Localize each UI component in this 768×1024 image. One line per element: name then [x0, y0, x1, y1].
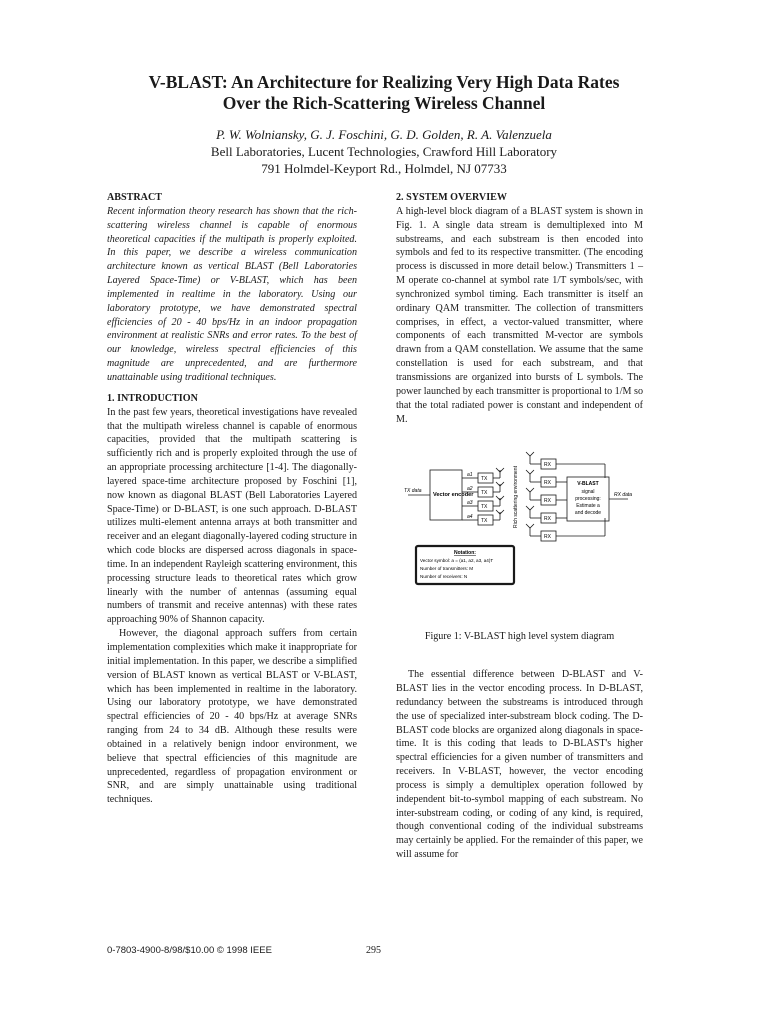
right-column	[396, 191, 643, 862]
tx-label: TX	[481, 504, 488, 511]
symbol-a2: a2	[467, 486, 473, 493]
scattering-label: Rich scattering environment	[513, 466, 519, 529]
processor-line: Estimate a	[576, 503, 600, 510]
address: 791 Holmdel-Keyport Rd., Holmdel, NJ 07733	[261, 161, 507, 176]
rx-label: RX	[544, 462, 551, 469]
notation-title: Notation:	[454, 550, 476, 557]
abstract-heading: ABSTRACT	[107, 192, 162, 203]
rx-label: RX	[544, 534, 551, 541]
introduction-heading: 1. INTRODUCTION	[107, 392, 198, 404]
affiliation: Bell Laboratories, Lucent Technologies, Crawford Hill Laboratory	[210, 144, 558, 159]
rx-data-label: RX data	[614, 492, 633, 499]
page-number: 295	[366, 945, 381, 956]
rx-label: RX	[544, 516, 551, 523]
processor-line: and decode	[574, 510, 602, 517]
rx-label: RX	[544, 498, 551, 505]
symbol-a1: a1	[467, 472, 473, 479]
title-line-1: V-BLAST: An Architecture for Realizing Very High Data Rates	[148, 72, 620, 92]
processor-title: V-BLAST	[577, 481, 599, 488]
author-block	[60, 126, 708, 177]
notation-line: Number of receivers: N	[420, 574, 468, 580]
symbol-a4: a4	[467, 514, 473, 521]
system-overview-paragraph-1: A high-level block diagram of a BLAST system is shown in Fig. 1. A single data stream is demultiplexed into M substreams, and each substream is then encoded into symbols and fed to its respective transmitter. (The encoding process is discussed in more detail below.) Transmitters 1 – M operate co-channel at symbol rate 1/T symbols/sec, with synchronized symbol timing. Each transmitter is itself an ordinary QAM transmitter. The collection of transmitters comprises, in effect, a vector-valued transmitter, where components of each transmitted M-vector are symbols drawn from a QAM constellation. We assume that the same constellation is used for each substream, and that transmissions are organized into bursts of L symbols. The power launched by each transmitter is proportional to 1/M so that the total radiated power is constant and independent of M.	[396, 205, 643, 425]
copyright-footer: 0-7803-4900-8/98/$10.00 © 1998 IEEE	[107, 945, 272, 956]
introduction-paragraph-2: However, the diagonal approach suffers from certain implementation complexities which make it inappropriate for initial implementation. In this paper, we describe a simplified version of BLAST known as vertical BLAST or V-BLAST, which has been implemented in realtime in the laboratory. Using our laboratory prototype, we have demonstrated spectral efficiencies of 20 - 40 bps/Hz at average SNRs ranging from 24 to 34 dB. Although these results were obtained in a relatively benign indoor environment, we believe that spectral efficiencies of this magnitude are unprecedented, regardless of propagation environment or SNR, and are simply unattainable using traditional techniques.	[107, 628, 357, 806]
symbol-a3: a3	[467, 500, 473, 507]
system-overview-heading: 2. SYSTEM OVERVIEW	[396, 192, 507, 203]
figure-caption: Figure 1: V-BLAST high level system diagram	[424, 631, 615, 643]
title-line-2: Over the Rich-Scattering Wireless Channel	[222, 93, 546, 113]
notation-line: Vector symbol: a = (a1, a2, a3, a4)T	[420, 558, 494, 564]
rx-label: RX	[544, 480, 551, 487]
encoder-label: Vector encoder	[433, 492, 474, 499]
left-column	[107, 191, 357, 807]
system-overview-paragraph-2: The essential difference between D-BLAST and V-BLAST lies in the vector encoding process. In D-BLAST, redundancy between the substreams is introduced through the use of specialized inter-substream block coding. The D-BLAST code blocks are organized along diagonals in space-time. It is this coding that leads to D-BLAST's higher spectral efficiencies for a given number of transmitters and receivers. In V-BLAST, however, the vector encoding process is simply a demultiplex operation followed by independent bit-to-symbol mapping of each substream. No inter-substream coding, or coding of any kind, is required, though conventional coding of the individual substreams may certainly be applied. For the remainder of this paper, we will assume for	[396, 669, 643, 861]
author-names: P. W. Wolniansky, G. J. Foschini, G. D. Golden, R. A. Valenzuela	[216, 127, 552, 142]
system-block-diagram	[400, 448, 640, 600]
paper-title	[60, 72, 708, 114]
tx-label: TX	[481, 490, 488, 497]
abstract-text: Recent information theory research has shown that the rich-scattering wireless channel is capable of enormous theoretical capacities if the multipath is properly exploited. In this paper, we describe a wireless communication architecture known as vertical BLAST (Bell Laboratories Layered Space-Time) or V-BLAST, which has been implemented in realtime in the laboratory. Using our laboratory prototype, we have demonstrated spectral efficiencies of 20 - 40 bps/Hz in an indoor propagation environment at realistic SNRs and error rates. To the best of our knowledge, wireless spectral efficiencies of this magnitude are unprecedented, and are furthermore unattainable using traditional techniques.	[107, 205, 357, 383]
notation-line: Number of transmitters: M	[420, 566, 474, 572]
introduction-paragraph-1: In the past few years, theoretical investigations have revealed that the multipath wireless channel is capable of enormous capacities, provided that the multipath scattering is sufficiently rich and is properly exploited through the use of an appropriate processing architecture [1-4]. The diagonally-layered space-time architecture proposed by Foschini [1], now known as diagonal BLAST (Bell Laboratories Layered Space-Time) or D-BLAST, is one such approach. D-BLAST utilizes multi-element antenna arrays at both transmitter and receiver and an elegant diagonally-layered coding structure in which code blocks are dispersed across diagonals in space-time. In an independent Rayleigh scattering environment, this processing structure leads to theoretical rates which grow linearly with the number of antennas (assuming equal numbers of transmit and receive antennas) with these rates approaching 90% of Shannon capacity.	[107, 406, 357, 626]
tx-label: TX	[481, 476, 488, 483]
tx-label: TX	[481, 518, 488, 525]
tx-data-label: TX data	[404, 488, 422, 495]
processor-line: processing:	[575, 496, 601, 503]
processor-line: signal	[581, 489, 595, 496]
